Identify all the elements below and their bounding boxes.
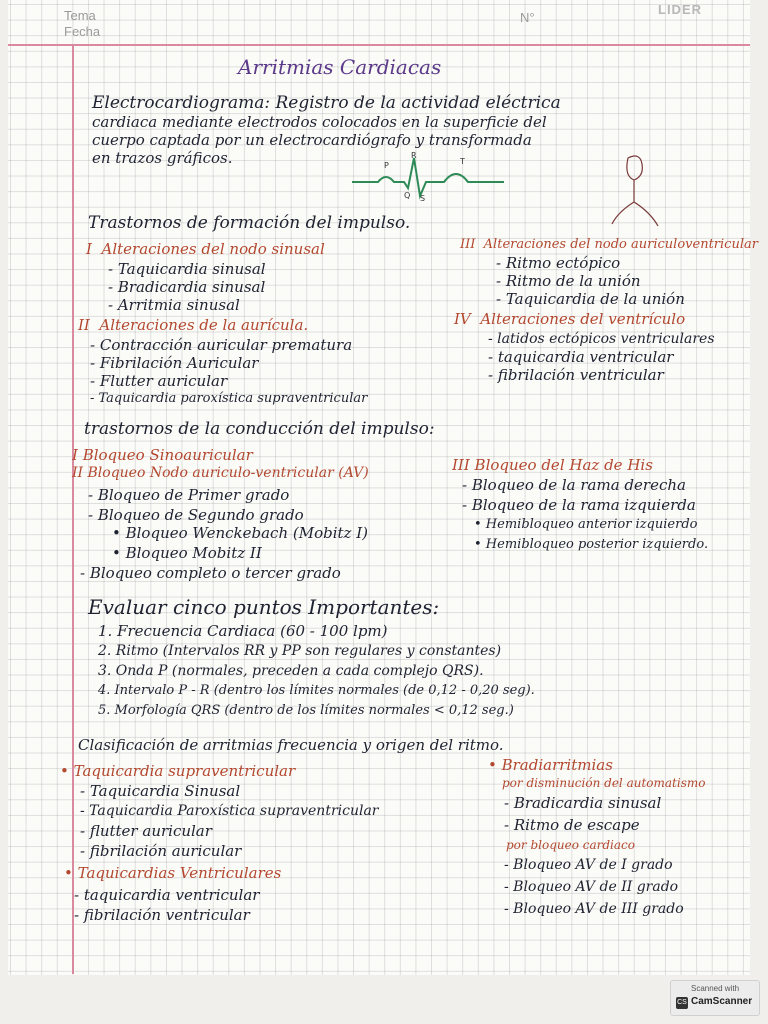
list-item: - Taquicardia sinusal <box>108 260 266 278</box>
page-title: Arritmias Cardiacas <box>238 55 442 79</box>
list-item: • Hemibloqueo anterior izquierdo <box>474 517 698 532</box>
heart-sketch <box>598 150 668 230</box>
list-item: - Bloqueo de la rama izquierda <box>462 496 696 514</box>
list-item: - Taquicardia de la unión <box>496 290 685 308</box>
ecg-label-r: R <box>411 152 417 160</box>
section3-heading: Evaluar cinco puntos Importantes: <box>88 595 440 619</box>
group-heading: II Bloqueo Nodo auriculo-ventricular (AV) <box>72 465 369 481</box>
subgroup-note: por disminución del automatismo <box>502 776 706 790</box>
list-item: - Bloqueo AV de II grado <box>504 879 679 895</box>
list-item: - Bloqueo AV de III grado <box>504 901 684 917</box>
margin-line-horizontal <box>8 44 750 46</box>
list-item: 1. Frecuencia Cardiaca (60 - 100 lpm) <box>98 622 388 640</box>
group-heading: • Taquicardia supraventricular <box>60 762 296 780</box>
group-heading: I Alteraciones del nodo sinusal <box>86 240 325 258</box>
list-item: - Bloqueo completo o tercer grado <box>80 564 341 582</box>
group-heading: III Alteraciones del nodo auriculoventricular <box>460 237 758 252</box>
intro-line: Electrocardiograma: Registro de la actividad eléctrica <box>92 93 561 113</box>
list-item: - Taquicardia paroxística supraventricular <box>90 391 368 406</box>
list-item: - Bloqueo de Segundo grado <box>88 506 304 524</box>
group-heading: I Bloqueo Sinoauricular <box>72 446 253 464</box>
ecg-label-q: Q <box>404 191 411 200</box>
margin-line-vertical <box>72 44 74 974</box>
watermark-caption: Scanned with <box>690 984 740 993</box>
list-item: - flutter auricular <box>80 822 212 840</box>
list-item: - latidos ectópicos ventriculares <box>488 331 715 347</box>
list-item: - Contracción auricular prematura <box>90 336 353 354</box>
section2-heading: trastornos de la conducción del impulso: <box>84 419 435 439</box>
ecg-label-s: S <box>420 194 426 202</box>
intro-line: en trazos gráficos. <box>92 149 233 167</box>
list-item: - taquicardia ventricular <box>488 348 674 366</box>
list-item: - Bloqueo de Primer grado <box>88 486 290 504</box>
group-heading: II Alteraciones de la aurícula. <box>78 316 309 334</box>
list-item: 4. Intervalo P - R (dentro los límites normales (de 0,12 - 0,20 seg). <box>98 683 535 698</box>
list-item: - Taquicardia Paroxística supraventricular <box>80 803 379 819</box>
list-item: - fibrilación auricular <box>80 842 242 860</box>
fecha-label: Fecha <box>64 24 101 39</box>
ecg-label-t: T <box>460 157 465 166</box>
intro-line: cuerpo captada por un electrocardiógrafo y transformada <box>92 131 532 149</box>
list-item: - Flutter auricular <box>90 372 228 390</box>
watermark-name: CamScanner <box>691 996 753 1007</box>
camscanner-watermark <box>670 980 760 1016</box>
list-item: - fibrilación ventricular <box>488 366 664 384</box>
list-item: - Bradicardia sinusal <box>504 794 662 812</box>
group-heading: • Bradiarritmias <box>488 756 613 774</box>
list-item: • Bloqueo Mobitz II <box>112 544 262 562</box>
ecg-label-p: P <box>384 161 389 170</box>
section4-heading: Clasificación de arritmias frecuencia y origen del ritmo. <box>78 736 504 754</box>
list-item: - Fibrilación Auricular <box>90 354 259 372</box>
list-item: - Bloqueo AV de I grado <box>504 857 673 873</box>
numero-label: N° <box>520 10 535 25</box>
group-heading: III Bloqueo del Haz de His <box>452 456 653 474</box>
list-item: - Taquicardia Sinusal <box>80 782 241 800</box>
list-item: • Hemibloqueo posterior izquierdo. <box>474 537 709 552</box>
list-item: 5. Morfología QRS (dentro de los límites normales < 0,12 seg.) <box>98 703 514 718</box>
list-item: • Bloqueo Wenckebach (Mobitz I) <box>112 524 368 542</box>
intro-line: cardiaca mediante electrodos colocados en la superficie del <box>92 113 547 131</box>
grid-paper-sheet <box>8 0 758 975</box>
list-item: - Bloqueo de la rama derecha <box>462 476 686 494</box>
camscanner-logo-icon: CS <box>676 997 688 1009</box>
list-item: 3. Onda P (normales, preceden a cada complejo QRS). <box>98 663 484 679</box>
list-item: - Ritmo de la unión <box>496 272 641 290</box>
ecg-waveform <box>348 152 508 202</box>
list-item: - Ritmo de escape <box>504 816 640 834</box>
brand-logo: LIDER <box>658 2 702 17</box>
list-item: - Ritmo ectópico <box>496 254 621 272</box>
group-heading: • Taquicardias Ventriculares <box>64 864 282 882</box>
subgroup-note: por bloqueo cardiaco <box>506 838 635 852</box>
group-heading: IV Alteraciones del ventrículo <box>454 310 686 328</box>
list-item: - Arritmia sinusal <box>108 296 240 314</box>
list-item: - fibrilación ventricular <box>74 906 250 924</box>
list-item: - Bradicardia sinusal <box>108 278 266 296</box>
section1-heading: Trastornos de formación del impulso. <box>88 213 411 233</box>
list-item: 2. Ritmo (Intervalos RR y PP son regulares y constantes) <box>98 643 502 659</box>
tema-label: Tema <box>64 8 96 23</box>
list-item: - taquicardia ventricular <box>74 886 260 904</box>
